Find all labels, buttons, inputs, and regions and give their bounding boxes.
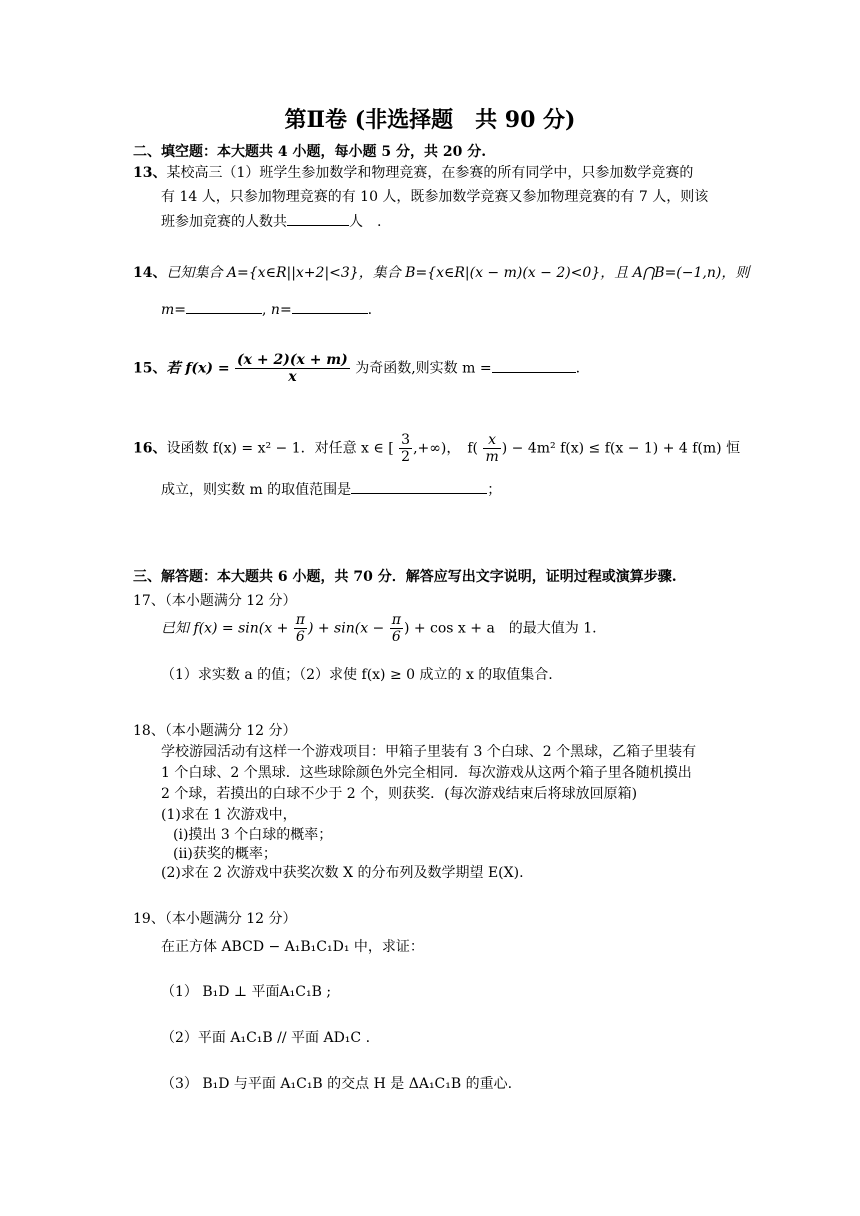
period: . xyxy=(575,360,581,377)
question-16-text4: 成立，则实数 m 的取值范围是 xyxy=(161,482,352,498)
question-16-line1 xyxy=(133,432,740,465)
question-17-text3: ) + cos x + a 的最大值为 1. xyxy=(403,620,597,637)
question-14-number: 14、 xyxy=(133,265,167,281)
question-15-func: 若 f(x) = xyxy=(166,360,230,377)
answer-blank-m[interactable] xyxy=(186,299,262,314)
answer-blank-n[interactable] xyxy=(292,299,368,314)
question-19-intro: 在正方体 ABCD − A₁B₁C₁D₁ 中，求证： xyxy=(161,939,424,955)
question-18-part2: (2)求在 2 次游戏中获奖次数 X 的分布列及数学期望 E(X). xyxy=(161,865,524,881)
question-17-text1: 已知 f(x) = sin(x + xyxy=(161,620,289,637)
question-18-part1-ii: (ii)获奖的概率； xyxy=(173,846,277,862)
fraction-denominator: 6 xyxy=(391,629,401,645)
answer-blank[interactable] xyxy=(492,358,576,373)
fraction-denominator: m xyxy=(485,449,499,465)
question-19-part1: （1） B₁D ⊥ 平面A₁C₁B ; xyxy=(161,984,332,1000)
fraction-denominator: x xyxy=(288,369,297,385)
page-title: 第Ⅱ卷 (非选择题 共 90 分) xyxy=(284,107,576,133)
fraction-denominator: 2 xyxy=(401,449,411,465)
answer-blank[interactable] xyxy=(351,479,487,494)
fraction-numerator: x xyxy=(483,432,500,449)
question-16-text2: ,+∞)， f( xyxy=(413,440,479,457)
question-17-header: 17、（本小题满分 12 分） xyxy=(133,593,297,609)
fraction-numerator: (x + 2)(x + m) xyxy=(237,352,348,368)
question-13-text1: 某校高三（1）班学生参加数学和物理竞赛，在参赛的所有同学中，只参加数学竞赛的 xyxy=(166,165,694,181)
question-15-fraction xyxy=(235,352,350,385)
question-13-number: 13、 xyxy=(133,165,167,181)
separator: , xyxy=(262,302,267,318)
question-13-line2: 有 14 人，只参加物理竞赛的有 10 人，既参加数学竞赛又参加物理竞赛的有 7 人，则该 xyxy=(161,189,709,205)
question-15-text: 为奇函数,则实数 m = xyxy=(355,360,492,377)
question-18-header: 18、（本小题满分 12 分） xyxy=(133,723,297,739)
question-17-parts: （1）求实数 a 的值；（2）求使 f(x) ≥ 0 成立的 x 的取值集合. xyxy=(161,667,553,683)
question-17-text2: ) + sin(x − xyxy=(307,620,385,637)
question-18-part1-i: (i)摸出 3 个白球的概率； xyxy=(173,827,333,843)
period: . xyxy=(367,302,373,318)
question-14-line2 xyxy=(161,299,372,318)
question-13-line3 xyxy=(161,211,381,231)
fraction-three-halves xyxy=(399,432,412,465)
fraction-numerator: π xyxy=(295,612,305,628)
question-19-part2: （2）平面 A₁C₁B // 平面 AD₁C . xyxy=(161,1030,371,1046)
question-17-statement xyxy=(161,612,597,645)
m-label: m= xyxy=(161,302,187,318)
question-18-line: 学校游园活动有这样一个游戏项目：甲箱子里装有 3 个白球、2 个黑球，乙箱子里装有 xyxy=(161,744,697,760)
fraction-numerator: π xyxy=(391,612,401,628)
question-15-number: 15、 xyxy=(133,360,167,377)
question-15 xyxy=(133,352,580,385)
fraction-numerator: 3 xyxy=(401,432,411,448)
fraction-pi-over-6 xyxy=(294,612,307,645)
semicolon: ； xyxy=(487,482,502,498)
fraction-pi-over-6-second xyxy=(390,612,403,645)
question-18-line: 2 个球，若摸出的白球不少于 2 个，则获奖．(每次游戏结束后将球放回原箱) xyxy=(161,786,638,802)
question-14-text1: 已知集合 A={x∈R||x+2|<3}，集合 B={x∈R|(x − m)(x − 2)<0}，且 A⋂B=(−1,n)，则 xyxy=(166,265,750,281)
question-13-text3-end: 人 . xyxy=(349,214,382,230)
question-16-number: 16、 xyxy=(133,440,167,457)
question-19-header: 19、（本小题满分 12 分） xyxy=(133,911,297,927)
question-16-text1: 设函数 f(x) = x² − 1．对任意 x ∈ [ xyxy=(166,440,394,457)
question-18-line: 1 个白球、2 个黑球．这些球除颜色外完全相同．每次游戏从这两个箱子里各随机摸出 xyxy=(161,765,692,781)
fraction-x-over-m xyxy=(483,432,500,465)
question-18-part1: (1)求在 1 次游戏中， xyxy=(161,807,297,823)
fraction-denominator: 6 xyxy=(295,629,305,645)
section-solution-heading: 三、解答题：本大题共 6 小题，共 70 分．解答应写出文字说明，证明过程或演算步骤. xyxy=(133,569,677,585)
question-13-line1 xyxy=(133,162,693,182)
question-13-text3: 班参加竞赛的人数共 xyxy=(161,214,287,230)
question-16-text3: ) − 4m² f(x) ≤ f(x − 1) + 4 f(m) 恒 xyxy=(501,440,741,457)
question-14-line1 xyxy=(133,262,749,282)
section-fill-blank-heading: 二、填空题：本大题共 4 小题，每小题 5 分，共 20 分. xyxy=(133,144,487,160)
question-16-line2 xyxy=(161,479,501,499)
question-19-part3: （3） B₁D 与平面 A₁C₁B 的交点 H 是 ΔA₁C₁B 的重心. xyxy=(161,1076,513,1092)
answer-blank[interactable] xyxy=(287,211,349,226)
n-label: n= xyxy=(270,302,292,318)
